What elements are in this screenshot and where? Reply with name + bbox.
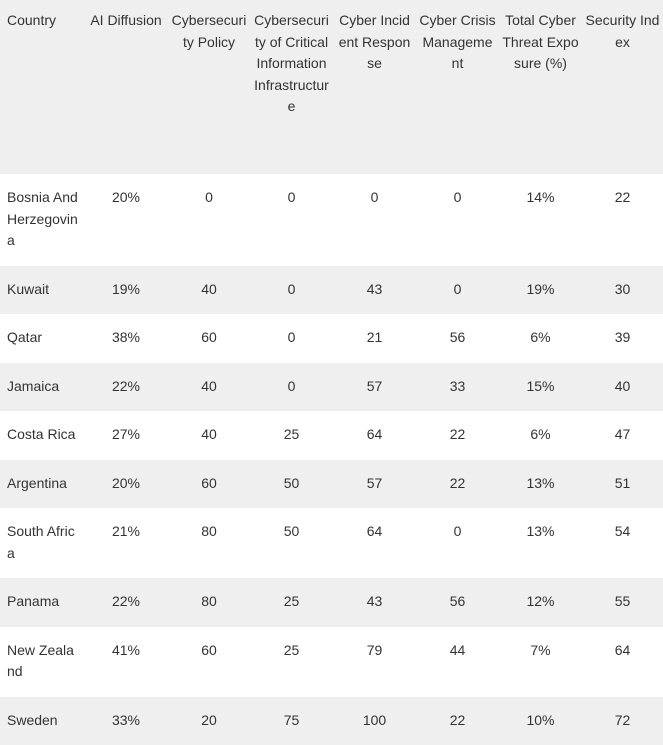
cell-cybersecurity-policy: 40 [168, 363, 250, 412]
cell-threat-exposure: 7% [499, 627, 582, 697]
column-header-crisis-management[interactable]: Cyber Crisis Management [416, 0, 499, 174]
cell-security-index: 55 [582, 578, 663, 627]
cell-threat-exposure: 6% [499, 411, 582, 460]
cell-crisis-management: 22 [416, 411, 499, 460]
cell-country: Jamaica [0, 363, 84, 412]
table-body [0, 174, 663, 745]
cell-threat-exposure: 13% [499, 508, 582, 578]
column-header-security-index[interactable]: Security Index [582, 0, 663, 174]
cell-crisis-management: 44 [416, 627, 499, 697]
cell-security-index: 54 [582, 508, 663, 578]
table-row [0, 460, 663, 509]
table-row [0, 174, 663, 266]
cell-critical-infrastructure: 75 [250, 697, 333, 745]
cell-security-index: 72 [582, 697, 663, 745]
cell-threat-exposure: 15% [499, 363, 582, 412]
cell-incident-response: 21 [333, 314, 416, 363]
cell-cybersecurity-policy: 80 [168, 578, 250, 627]
cell-incident-response: 57 [333, 363, 416, 412]
cell-cybersecurity-policy: 40 [168, 266, 250, 315]
cell-threat-exposure: 6% [499, 314, 582, 363]
cell-cybersecurity-policy: 0 [168, 174, 250, 266]
cell-country: Argentina [0, 460, 84, 509]
cell-incident-response: 43 [333, 266, 416, 315]
cell-critical-infrastructure: 25 [250, 627, 333, 697]
cell-ai-diffusion: 27% [84, 411, 168, 460]
column-header-threat-exposure[interactable]: Total Cyber Threat Exposure (%) [499, 0, 582, 174]
table-row [0, 578, 663, 627]
cell-cybersecurity-policy: 60 [168, 314, 250, 363]
cell-crisis-management: 0 [416, 174, 499, 266]
cell-country: Bosnia And Herzegovina [0, 174, 84, 266]
cell-critical-infrastructure: 0 [250, 266, 333, 315]
cell-cybersecurity-policy: 60 [168, 460, 250, 509]
cell-cybersecurity-policy: 20 [168, 697, 250, 745]
cell-ai-diffusion: 38% [84, 314, 168, 363]
column-header-incident-response[interactable]: Cyber Incident Response [333, 0, 416, 174]
cell-incident-response: 57 [333, 460, 416, 509]
cell-crisis-management: 33 [416, 363, 499, 412]
header-row [0, 0, 663, 174]
cell-threat-exposure: 10% [499, 697, 582, 745]
table-row [0, 314, 663, 363]
table-row [0, 508, 663, 578]
cell-security-index: 39 [582, 314, 663, 363]
cell-country: Kuwait [0, 266, 84, 315]
table-row [0, 627, 663, 697]
cell-cybersecurity-policy: 80 [168, 508, 250, 578]
cell-incident-response: 79 [333, 627, 416, 697]
cell-country: New Zealand [0, 627, 84, 697]
cell-critical-infrastructure: 0 [250, 363, 333, 412]
table-row [0, 411, 663, 460]
cell-threat-exposure: 13% [499, 460, 582, 509]
cell-crisis-management: 22 [416, 697, 499, 745]
table-row [0, 363, 663, 412]
column-header-cybersecurity-policy[interactable]: Cybersecurity Policy [168, 0, 250, 174]
cell-critical-infrastructure: 25 [250, 578, 333, 627]
cell-security-index: 47 [582, 411, 663, 460]
cell-security-index: 22 [582, 174, 663, 266]
cell-threat-exposure: 12% [499, 578, 582, 627]
cell-incident-response: 0 [333, 174, 416, 266]
table-header [0, 0, 663, 174]
cell-threat-exposure: 14% [499, 174, 582, 266]
table-row [0, 697, 663, 745]
cell-security-index: 40 [582, 363, 663, 412]
cell-incident-response: 64 [333, 508, 416, 578]
cell-country: Panama [0, 578, 84, 627]
cell-critical-infrastructure: 0 [250, 174, 333, 266]
column-header-critical-infrastructure[interactable]: Cybersecurity of Critical Information Infrastructure [250, 0, 333, 174]
cell-crisis-management: 56 [416, 578, 499, 627]
cell-ai-diffusion: 21% [84, 508, 168, 578]
cell-ai-diffusion: 20% [84, 460, 168, 509]
cell-ai-diffusion: 41% [84, 627, 168, 697]
cell-security-index: 64 [582, 627, 663, 697]
cell-country: Qatar [0, 314, 84, 363]
column-header-country[interactable]: Country [0, 0, 84, 174]
cell-ai-diffusion: 22% [84, 363, 168, 412]
cell-crisis-management: 0 [416, 508, 499, 578]
cell-ai-diffusion: 33% [84, 697, 168, 745]
table-row [0, 266, 663, 315]
cell-critical-infrastructure: 0 [250, 314, 333, 363]
column-header-ai-diffusion[interactable]: AI Diffusion [84, 0, 168, 174]
cell-incident-response: 64 [333, 411, 416, 460]
cell-country: Sweden [0, 697, 84, 745]
cell-ai-diffusion: 19% [84, 266, 168, 315]
cell-critical-infrastructure: 25 [250, 411, 333, 460]
cell-crisis-management: 22 [416, 460, 499, 509]
cell-incident-response: 43 [333, 578, 416, 627]
cell-incident-response: 100 [333, 697, 416, 745]
cell-country: South Africa [0, 508, 84, 578]
cell-cybersecurity-policy: 40 [168, 411, 250, 460]
cell-threat-exposure: 19% [499, 266, 582, 315]
cell-country: Costa Rica [0, 411, 84, 460]
cell-ai-diffusion: 22% [84, 578, 168, 627]
cell-ai-diffusion: 20% [84, 174, 168, 266]
cell-crisis-management: 56 [416, 314, 499, 363]
cell-critical-infrastructure: 50 [250, 508, 333, 578]
cell-critical-infrastructure: 50 [250, 460, 333, 509]
cell-security-index: 51 [582, 460, 663, 509]
cell-crisis-management: 0 [416, 266, 499, 315]
cell-cybersecurity-policy: 60 [168, 627, 250, 697]
cell-security-index: 30 [582, 266, 663, 315]
